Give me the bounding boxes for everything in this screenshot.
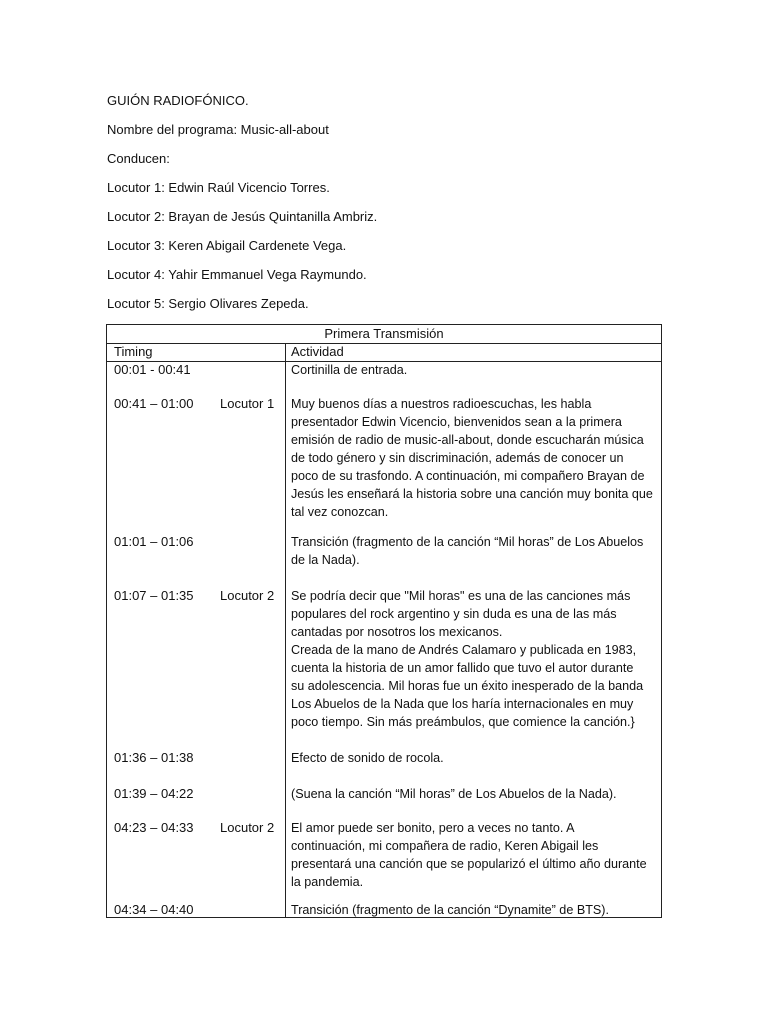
activity-line: presentador Edwin Vicencio, bienvenidos sean a la primera bbox=[291, 415, 622, 429]
activity-line: cantadas por nosotros los mexicanos. bbox=[291, 625, 503, 639]
activity-line: populares del rock argentino y sin duda es una de las más bbox=[291, 607, 617, 621]
activity-line: Transición (fragmento de la canción “Mil horas” de Los Abuelos bbox=[291, 535, 644, 549]
row-timing: 04:23 – 04:33 bbox=[114, 820, 194, 835]
program-name: Nombre del programa: Music-all-about bbox=[107, 122, 329, 137]
row-timing: 01:01 – 01:06 bbox=[114, 534, 194, 549]
activity-line: la pandemia. bbox=[291, 875, 364, 889]
script-table bbox=[106, 324, 662, 918]
table-header-row bbox=[107, 343, 661, 362]
row-timing: 01:07 – 01:35 bbox=[114, 588, 194, 603]
row-timing: 01:36 – 01:38 bbox=[114, 750, 194, 765]
activity-line: Transición (fragmento de la canción “Dynamite” de BTS). bbox=[291, 903, 610, 917]
activity-line: El amor puede ser bonito, pero a veces no tanto. A bbox=[291, 821, 575, 835]
activity-line: Creada de la mano de Andrés Calamaro y publicada en 1983, bbox=[291, 643, 637, 657]
column-divider bbox=[285, 343, 286, 917]
row-activity bbox=[291, 587, 655, 731]
announcer-5: Locutor 5: Sergio Olivares Zepeda. bbox=[107, 296, 309, 311]
header-timing: Timing bbox=[114, 344, 153, 359]
row-activity bbox=[291, 395, 655, 521]
activity-line: continuación, mi compañera de radio, Keren Abigail les bbox=[291, 839, 599, 853]
header-activity: Actividad bbox=[291, 344, 344, 359]
row-timing: 01:39 – 04:22 bbox=[114, 786, 194, 801]
activity-line: tal vez conozcan. bbox=[291, 505, 389, 519]
hosts-label: Conducen: bbox=[107, 151, 170, 166]
activity-line: Efecto de sonido de rocola. bbox=[291, 751, 444, 765]
row-activity bbox=[291, 533, 655, 569]
activity-line: Jesús les enseñará la historia sobre una canción muy bonita que bbox=[291, 487, 653, 501]
activity-line: de la Nada). bbox=[291, 553, 360, 567]
row-speaker: Locutor 2 bbox=[220, 820, 275, 835]
activity-line: Cortinilla de entrada. bbox=[291, 363, 408, 377]
row-activity bbox=[291, 819, 655, 891]
row-speaker: Locutor 1 bbox=[220, 396, 275, 411]
row-activity bbox=[291, 785, 655, 803]
table-title: Primera Transmisión bbox=[107, 325, 661, 344]
row-timing: 00:41 – 01:00 bbox=[114, 396, 194, 411]
row-speaker: Locutor 2 bbox=[220, 588, 275, 603]
activity-line: poco tiempo. Sin más preámbulos, que comience la canción.} bbox=[291, 715, 635, 729]
activity-line: de todo género y sin discriminación, además de conocer un bbox=[291, 451, 624, 465]
activity-line: cuenta la historia de un amor fallido que tuvo el autor durante bbox=[291, 661, 634, 675]
announcer-1: Locutor 1: Edwin Raúl Vicencio Torres. bbox=[107, 180, 330, 195]
row-activity bbox=[291, 901, 655, 919]
activity-line: emisión de radio de music-all-about, donde escucharán música bbox=[291, 433, 644, 447]
activity-line: presentará una canción que se popularizó el último año durante bbox=[291, 857, 647, 871]
activity-line: (Suena la canción “Mil horas” de Los Abuelos de la Nada). bbox=[291, 787, 617, 801]
activity-line: Los Abuelos de la Nada que los haría internacionales en muy bbox=[291, 697, 634, 711]
activity-line: Se podría decir que "Mil horas" es una de las canciones más bbox=[291, 589, 631, 603]
row-timing: 04:34 – 04:40 bbox=[114, 902, 194, 917]
announcer-3: Locutor 3: Keren Abigail Cardenete Vega. bbox=[107, 238, 347, 253]
activity-line: su adolescencia. Mil horas fue un éxito inesperado de la banda bbox=[291, 679, 644, 693]
row-timing: 00:01 - 00:41 bbox=[114, 362, 191, 377]
activity-line: poco de su trasfondo. A continuación, mi compañero Brayan de bbox=[291, 469, 645, 483]
activity-line: Muy buenos días a nuestros radioescuchas, les habla bbox=[291, 397, 592, 411]
announcer-4: Locutor 4: Yahir Emmanuel Vega Raymundo. bbox=[107, 267, 367, 282]
announcer-2: Locutor 2: Brayan de Jesús Quintanilla Ambriz. bbox=[107, 209, 378, 224]
row-activity bbox=[291, 361, 655, 379]
document-title: GUIÓN RADIOFÓNICO. bbox=[107, 93, 249, 108]
row-activity bbox=[291, 749, 655, 767]
